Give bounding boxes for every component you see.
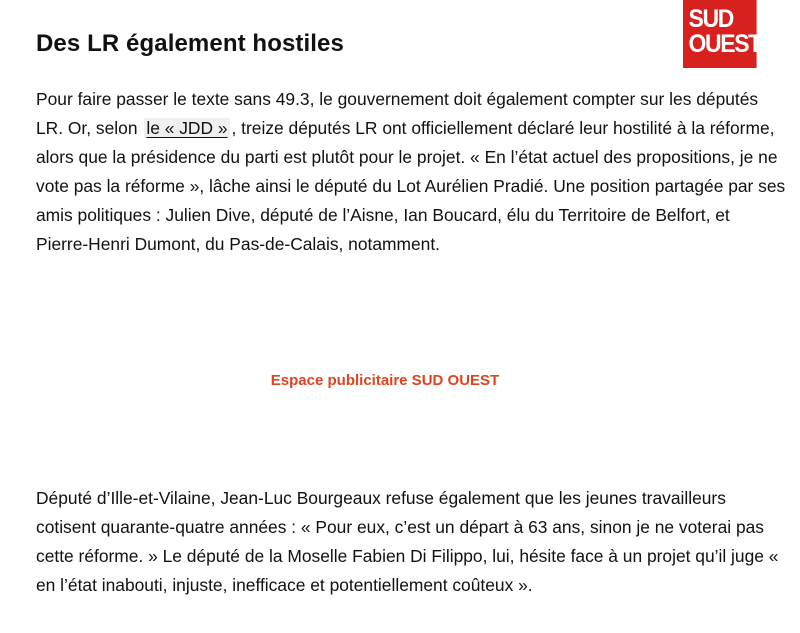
article-heading: Des LR également hostiles	[36, 30, 344, 57]
article-paragraph-1	[36, 85, 786, 259]
paragraph-1-text-after-link: , treize députés LR ont officiellement déclaré leur hostilité à la réforme, alors que la présidence du parti est plutôt pour le projet. « En l’état actuel des propositions, je ne vote pas la réforme », lâche ainsi le député du Lot Aurélien Pradié. Une position partagée par ses amis politiques : Julien Dive, député de l’Aisne, Ian Boucard, élu du Territoire de Belfort, et Pierre-Henri Dumont, du Pas-de-Calais, notamment.	[36, 118, 786, 254]
paragraph-1-text-before-link: Pour faire passer le texte sans 49.3, le gouvernement doit également compter sur les députés LR. Or, selon	[36, 89, 759, 138]
ad-space-label: Espace publicitaire SUD OUEST	[270, 372, 500, 389]
jdd-link[interactable]: le « JDD »	[146, 118, 228, 138]
sud-ouest-logo[interactable]	[683, 0, 761, 68]
logo-line-2: OUEST	[688, 30, 761, 58]
logo-line-1: SUD	[688, 5, 733, 33]
article-paragraph-2: Député d’Ille-et-Vilaine, Jean-Luc Bourgeaux refuse également que les jeunes travailleurs cotisent quarante-quatre années : « Pour eux, c’est un départ à 63 ans, sinon je ne voterai pas cette réforme. » Le député de la Moselle Fabien Di Filippo, lui, hésite face à un projet qu’il juge « en l’état inabouti, injuste, inefficace et potentiellement coûteux ».	[36, 488, 779, 595]
